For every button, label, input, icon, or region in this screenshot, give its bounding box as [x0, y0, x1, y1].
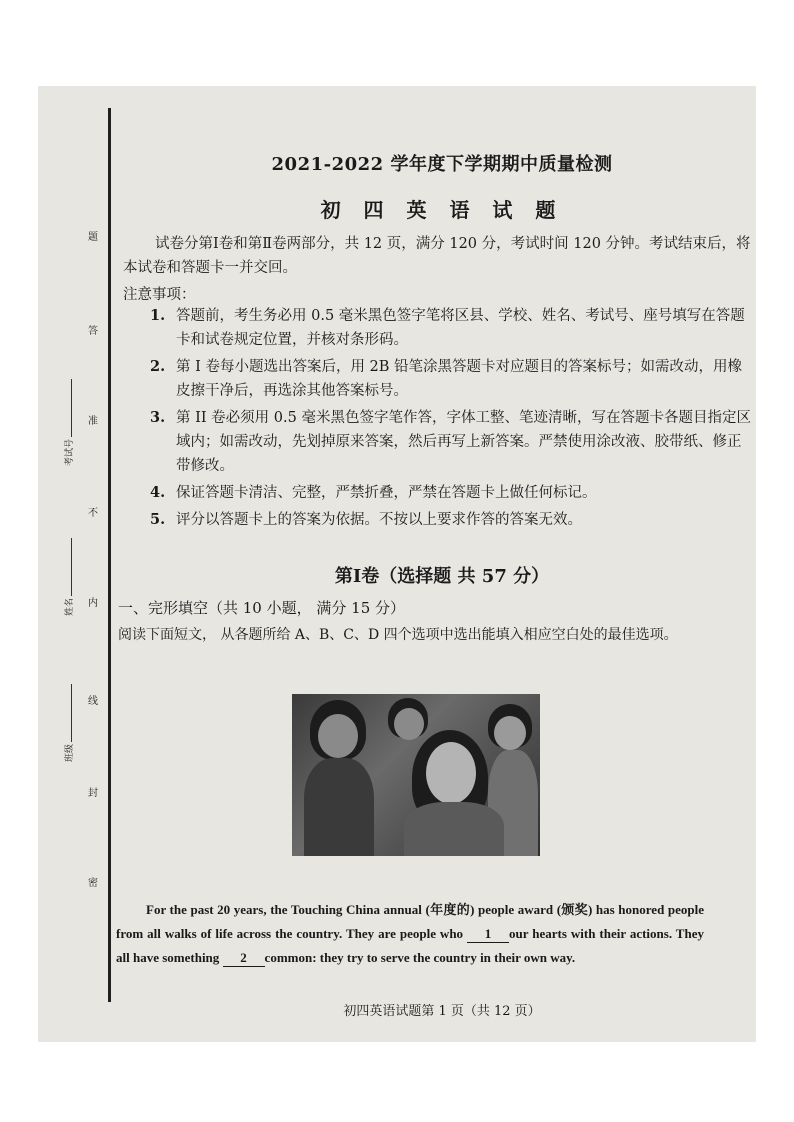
exam-paper	[38, 86, 756, 1042]
class-label: 班级	[65, 743, 75, 762]
exam-title: 2021-2022 学年度下学期期中质量检测	[271, 154, 613, 175]
class-field[interactable]	[62, 704, 75, 762]
exam-number-field[interactable]	[62, 408, 75, 466]
passage-text	[116, 898, 704, 970]
part-instruction: 阅读下面短文， 从各题所给 A、B、C、D 四个选项中选出能填入相应空白处的最佳选项。	[118, 627, 678, 643]
binding-char: 密	[88, 878, 98, 889]
rule-text: 第 II 卷必须用 0.5 毫米黑色签字笔作答，字体工整、笔迹清晰，写在答题卡各题目指定区域内；如需改动，先划掉原来答案，然后再写上新答案。严禁使用涂改液、胶带纸、修正带修改。	[176, 410, 751, 474]
binding-char: 准	[88, 416, 98, 427]
rules-list	[150, 304, 752, 535]
rule-item	[150, 304, 752, 352]
blank-1: 1	[467, 926, 509, 943]
rule-item	[150, 355, 752, 403]
exam-subtitle: 初 四 英 语 试 题	[320, 198, 564, 222]
exam-number-label: 考试号	[65, 438, 75, 466]
rule-number: 2.	[150, 358, 166, 375]
rule-item	[150, 406, 752, 478]
rule-text: 第 I 卷每小题选出答案后，用 2B 铅笔涂黑答题卡对应题目的答案标号；如需改动，用橡皮擦干净后，再选涂其他答案标号。	[176, 359, 743, 399]
binding-char: 答	[88, 326, 98, 337]
blank-2: 2	[223, 950, 265, 967]
notice-label: 注意事项：	[123, 287, 196, 303]
rule-number: 3.	[150, 409, 166, 426]
binding-line	[108, 108, 111, 1002]
name-label: 姓名	[65, 597, 75, 616]
rule-item	[150, 481, 752, 505]
rule-number: 4.	[150, 484, 166, 501]
section-title: 第Ⅰ卷（选择题 共 57 分）	[334, 566, 550, 587]
rule-item	[150, 508, 752, 532]
rule-number: 1.	[150, 307, 166, 324]
binding-char: 不	[88, 508, 98, 519]
passage-photo	[292, 694, 540, 856]
part-title: 一、完形填空（共 10 小题， 满分 15 分）	[118, 599, 406, 617]
intro-paragraph: 试卷分第Ⅰ卷和第Ⅱ卷两部分，共 12 页，满分 120 分，考试时间 120 分钟。考试结束后，将本试卷和答题卡一并交回。	[123, 236, 751, 276]
rule-text: 答题前，考生务必用 0.5 毫米黑色签字笔将区县、学校、姓名、考试号、座号填写在答题卡和试卷规定位置，并核对条形码。	[176, 308, 745, 348]
binding-char: 内	[88, 598, 98, 609]
page-footer: 初四英语试题第 1 页（共 12 页）	[343, 1004, 541, 1019]
rule-text: 保证答题卡清洁、完整，严禁折叠，严禁在答题卡上做任何标记。	[176, 485, 597, 501]
rule-text: 评分以答题卡上的答案为依据。不按以上要求作答的答案无效。	[176, 512, 582, 528]
passage-segment: common: they try to serve the country in their own way.	[264, 950, 576, 965]
passage-segment: For the past 20 years, the Touching China annual (年度的) people award (颁奖) has honored people from all walks of life across the country. They are people who	[116, 902, 704, 941]
passage-segment: our hearts with their actions. They all have something	[116, 926, 704, 965]
binding-char: 题	[88, 232, 98, 243]
binding-char: 封	[88, 788, 98, 799]
binding-char: 线	[88, 696, 98, 707]
name-field[interactable]	[62, 558, 75, 616]
rule-number: 5.	[150, 511, 166, 528]
